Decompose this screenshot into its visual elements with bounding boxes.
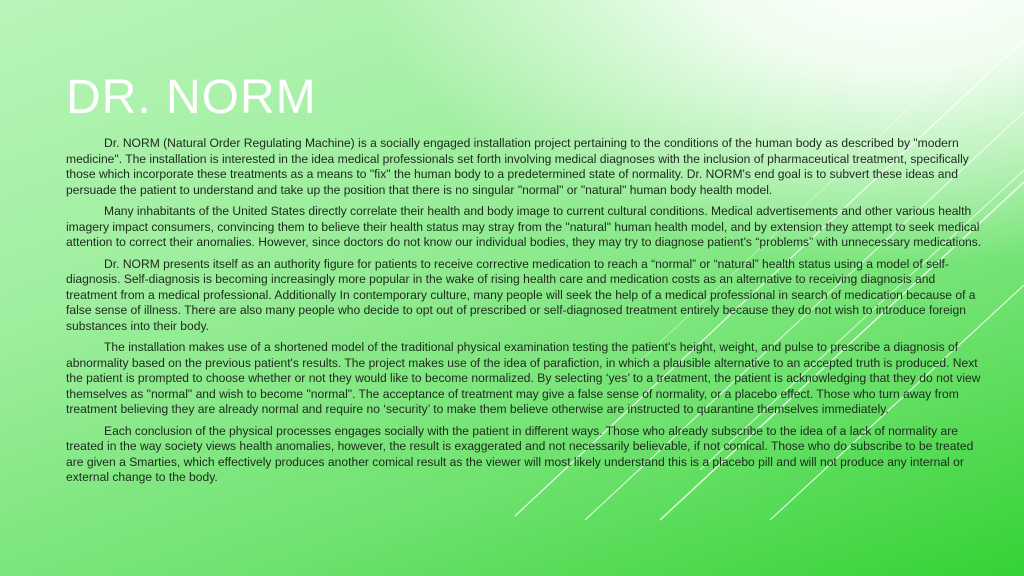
body-paragraph: Dr. NORM presents itself as an authority figure for patients to receive corrective medication to reach a “normal” or “natural” health status using a model of self-diagnosis. Self-diagnosis is becoming increasingly more popular in the wake of rising health care and medication costs as an alternative to receiving diagnosis and treatment from a medical professional. Additionally In contemporary culture, many people will seek the help of a medical professional in search of medication because of a false sense of illness. There are also many people who decide to opt out of prescribed or self-diagnosed treatment entirely because they do not wish to introduce foreign substances into their body.: [66, 256, 976, 333]
body-paragraph: The installation makes use of a shortened model of the traditional physical examination testing the patient's height, weight, and pulse to prescribe a diagnosis of abnormality based on the previous patient's results. The project makes use of the idea of parafiction, in which a plausible alternative to an accepted truth is produced. Next the patient is prompted to choose whether or not they would like to become normalized. By selecting ‘yes’ to a treatment, the patient is acknowledging that they do not view themselves as "normal" and wish to become "normal". The acceptance of treatment may give a false sense of normality, or a placebo effect. Those who turn away from treatment believing they are already normal and require no ‘security’ to make them believe otherwise are instructed to quarantine themselves immediately.: [66, 340, 981, 416]
body-paragraph: Each conclusion of the physical processes engages socially with the patient in different ways. Those who already subscribe to the idea of a lack of normality are treated in the way society views health anomalies, however, the result is exaggerated and not necessarily believable, if not comical. Those who do subscribe to be treated are given a Smarties, which effectively produces another comical result as the viewer will most likely understand this is a placebo pill and will not produce any internal or external change to the body.: [66, 423, 974, 484]
body-paragraph: Dr. NORM (Natural Order Regulating Machine) is a socially engaged installation project pertaining to the conditions of the human body as described by "modern medicine". The installation is interested in the idea medical professionals set forth involving medical diagnoses with the inclusion of pharmaceutical treatment, specifically those which incorporate these treatments as a means to "fix" the human body to a predetermined state of normality. Dr. NORM's end goal is to subvert these ideas and persuade the patient to understand and take up the position that there is no singular "normal" or "natural" human body health model.: [66, 136, 969, 197]
slide-body: [66, 136, 984, 492]
body-paragraph: Many inhabitants of the United States directly correlate their health and body image to current cultural conditions. Medical advertisements and other various health imagery impact consumers, convincing them to believe their health status may stray from the "natural" human health model, and by extension they attempt to seek medical attention to correct their anomalies. However, since doctors do not know our individual bodies, they may try to diagnose patient's “problems” with unnecessary medications.: [66, 204, 982, 249]
slide-title: DR. NORM: [66, 71, 317, 124]
